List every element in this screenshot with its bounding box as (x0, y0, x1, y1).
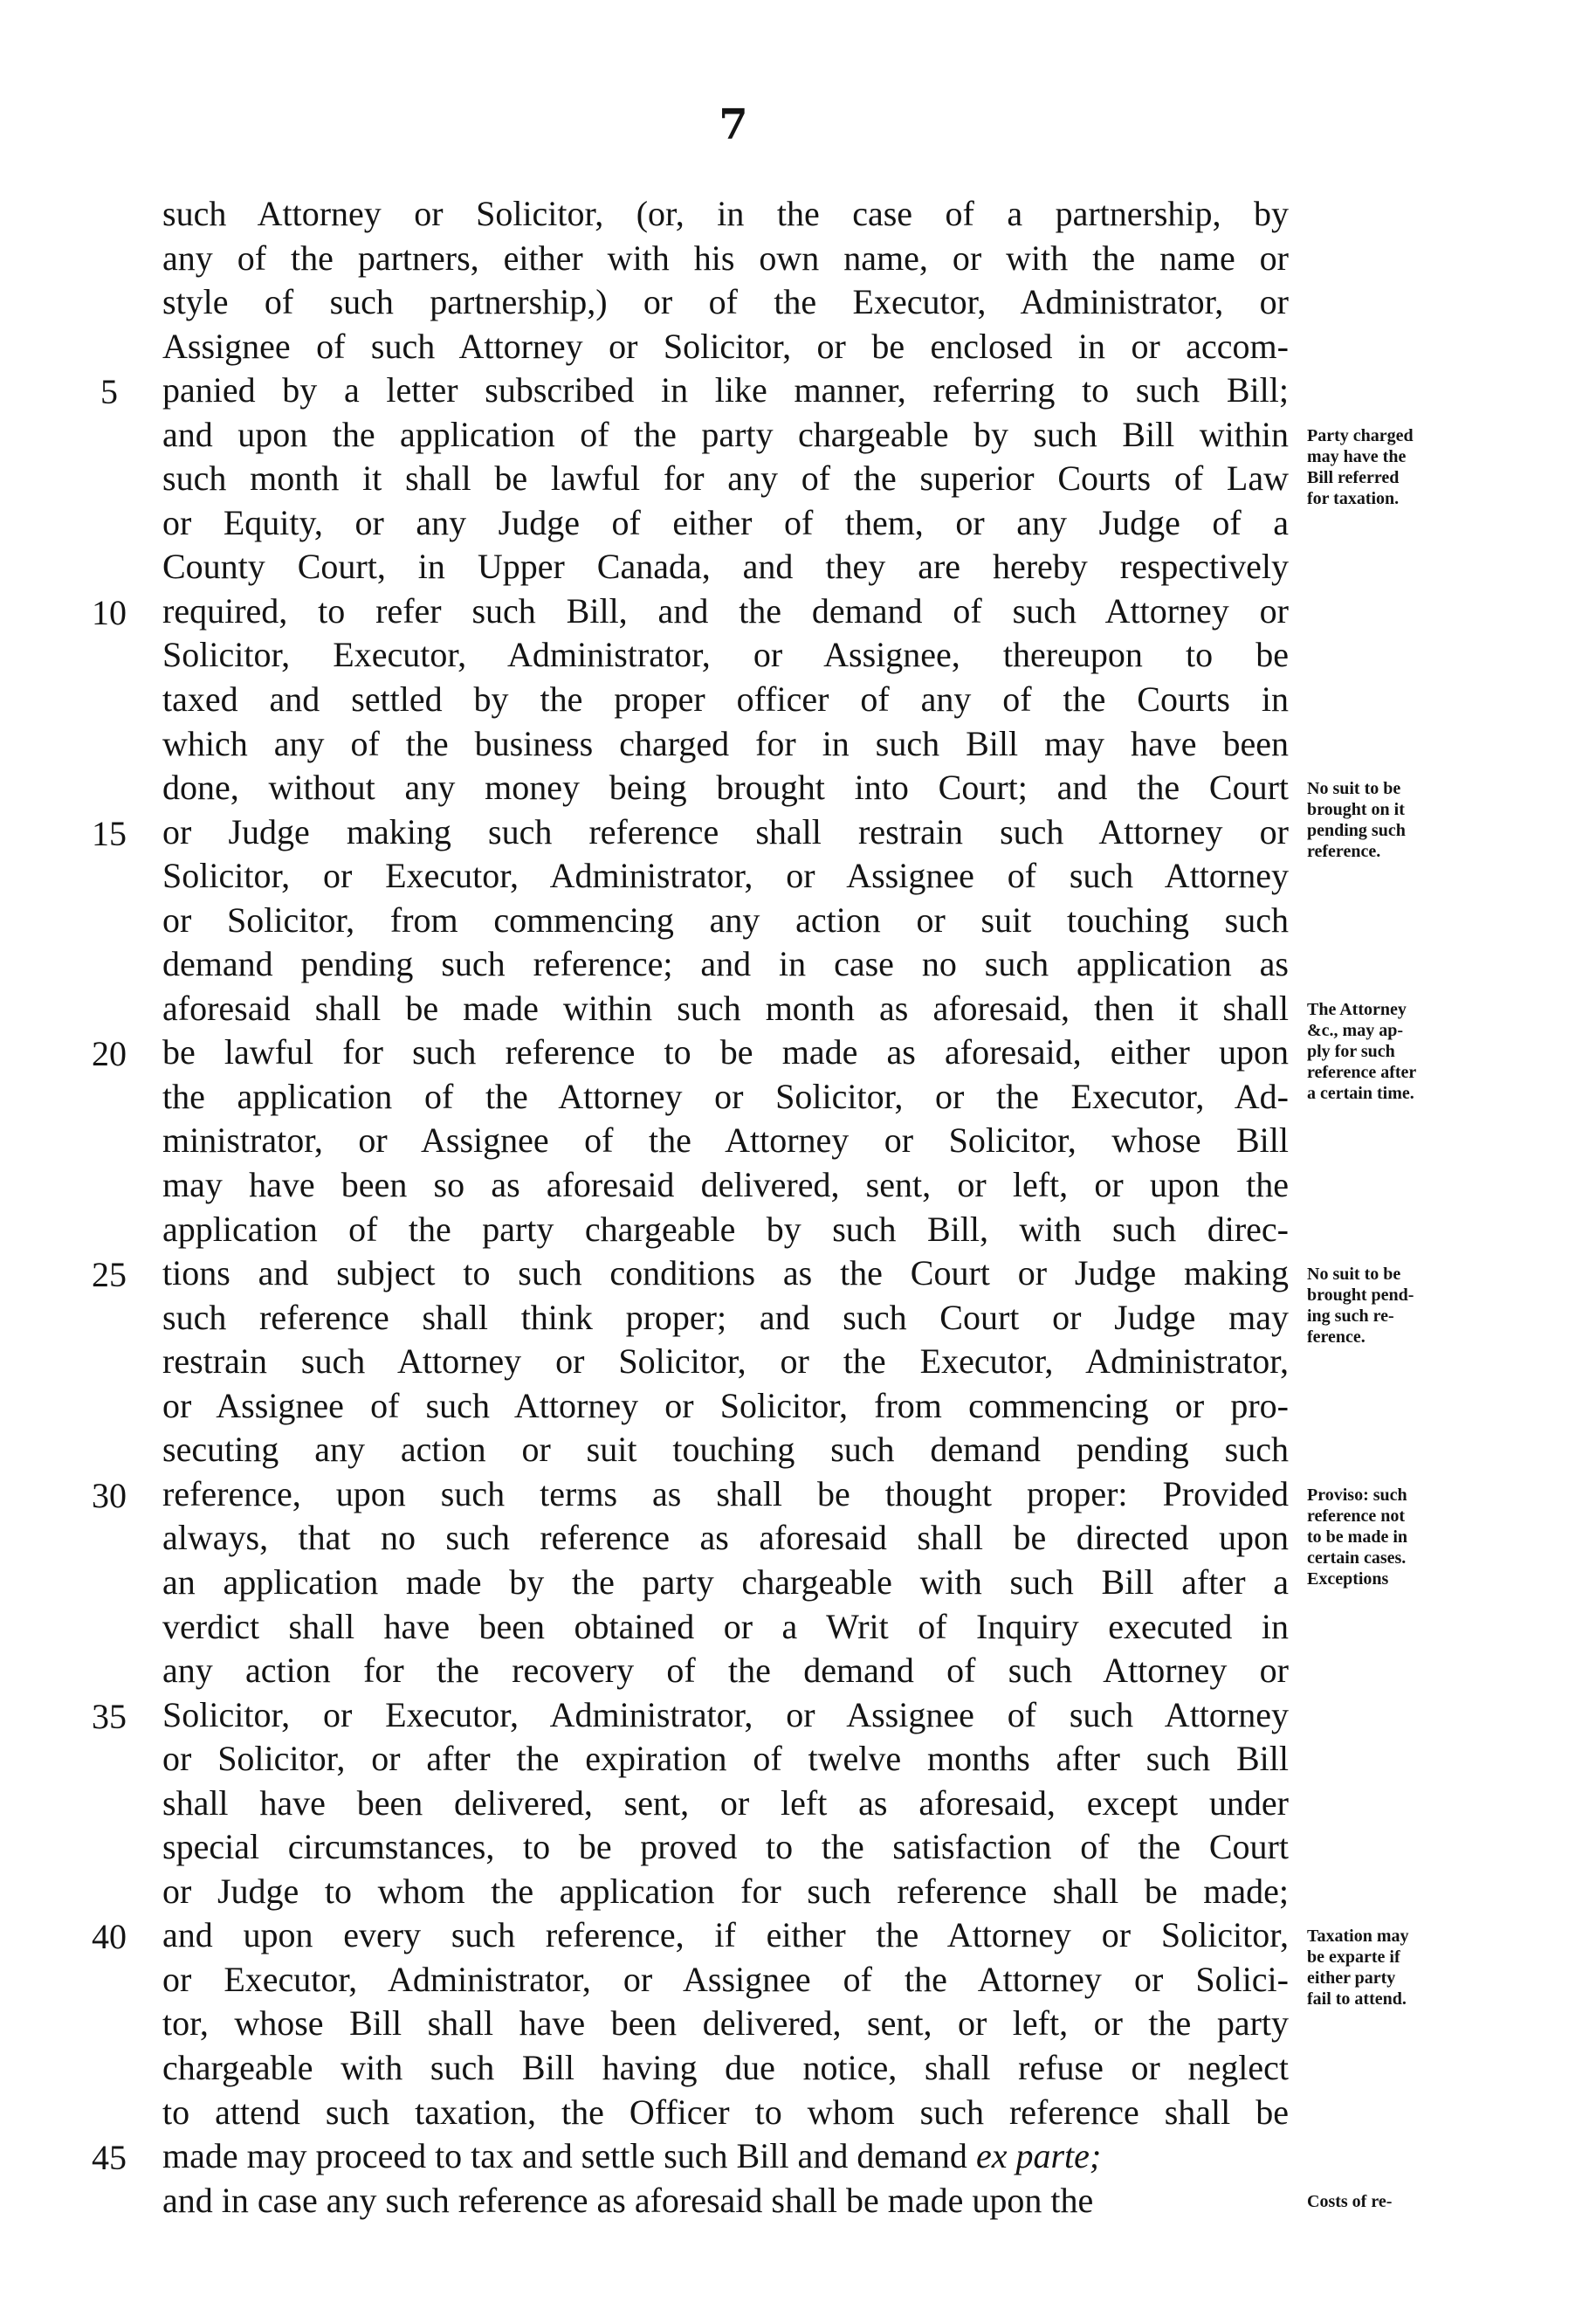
line-text (162, 1474, 1289, 1514)
line-text-content: to attend such taxation, the Officer to whom such reference shall be (162, 2092, 1289, 2132)
line-text-content: may have been so as aforesaid delivered, sent, or left, or upon the (162, 1165, 1289, 1205)
text-line (0, 2092, 1596, 2137)
line-text-content: any of the partners, either with his own name, or with the name or (162, 238, 1289, 278)
line-text-content: the application of the Attorney or Solicitor, or the Executor, Ad- (162, 1076, 1289, 1116)
line-text-content: always, that no such reference as aforesaid shall be directed upon (162, 1518, 1289, 1558)
line-text (162, 370, 1289, 410)
margin-note-line: Party charged (1307, 425, 1414, 445)
line-text-content: or Equity, or any Judge of either of them, or any Judge of a (162, 502, 1289, 542)
text-line (0, 1871, 1596, 1916)
line-text (162, 1341, 1289, 1382)
line-text-content: taxed and settled by the proper officer of any of the Courts in (162, 679, 1289, 720)
line-text-content: such reference shall think proper; and such Court or Judge may (162, 1297, 1289, 1337)
line-text-content: style of such partnership,) or of the Executor, Administrator, or (162, 282, 1289, 322)
line-text-content: or Solicitor, or after the expiration of twelve months after such Bill (162, 1739, 1289, 1779)
text-line (0, 327, 1596, 371)
line-text (162, 591, 1289, 631)
text-line (0, 856, 1596, 900)
line-text-content: or Solicitor, from commencing any action or suit touching such (162, 900, 1289, 940)
line-text-content: County Court, in Upper Canada, and they are hereby respectively (162, 547, 1289, 587)
line-text-content: such Attorney or Solicitor, (or, in the case of a partnership, by (162, 194, 1289, 233)
line-text (162, 238, 1289, 279)
line-text (162, 194, 1289, 234)
text-line (0, 1783, 1596, 1828)
margin-note-line: brought pend- (1307, 1286, 1414, 1306)
line-number: 10 (92, 592, 127, 632)
line-number: 25 (92, 1255, 127, 1295)
line-text (162, 1077, 1289, 1117)
margin-note-line: ply for such (1307, 1041, 1395, 1061)
text-line (0, 679, 1596, 724)
margin-note-line: pending such (1307, 821, 1406, 841)
margin-note-line: No suit to be (1307, 779, 1401, 799)
line-text-content: or Judge making such reference shall restrain such Attorney or (162, 811, 1289, 851)
line-text (162, 944, 1289, 984)
text-line (0, 635, 1596, 679)
line-text (162, 1518, 1289, 1558)
text-line (0, 2136, 1596, 2181)
margin-note-line: a certain time. (1307, 1083, 1414, 1103)
line-text (162, 724, 1289, 764)
margin-note-line: ing such re- (1307, 1306, 1394, 1327)
line-text (162, 1386, 1289, 1426)
line-text (162, 1827, 1289, 1867)
text-line (0, 547, 1596, 591)
text-line (0, 370, 1596, 415)
line-text-content: or Executor, Administrator, or Assignee of the Attorney or Solici- (162, 1959, 1289, 1999)
line-text (162, 1695, 1289, 1735)
line-text-content: application of the party chargeable by such Bill, with such direc- (162, 1209, 1289, 1249)
line-text (162, 1739, 1289, 1779)
margin-note-line: Proviso: such (1307, 1485, 1407, 1505)
line-number: 30 (92, 1475, 127, 1515)
line-number: 40 (92, 1917, 127, 1957)
line-text-content: and upon every such reference, if either the Attorney or Solicitor, (162, 1915, 1289, 1955)
text-line (0, 944, 1596, 989)
text-line (0, 1120, 1596, 1165)
margin-note-line: Taxation may (1307, 1927, 1409, 1947)
text-line (0, 1607, 1596, 1651)
line-text-content: secuting any action or suit touching such demand pending such (162, 1430, 1289, 1470)
line-text-content: which any of the business charged for in such Bill may have been (162, 723, 1289, 763)
line-text (162, 635, 1289, 675)
text-line (0, 591, 1596, 636)
margin-note (1307, 1264, 1490, 1348)
line-text (162, 2048, 1289, 2088)
margin-note (1307, 2191, 1490, 2212)
line-number: 45 (92, 2138, 127, 2178)
text-line (0, 1210, 1596, 1254)
margin-note-line: for taxation. (1307, 488, 1400, 508)
line-text (162, 856, 1289, 896)
line-text-content: chargeable with such Bill having due notice, shall refuse or neglect (162, 2047, 1289, 2087)
line-text-content: ministrator, or Assignee of the Attorney or Solicitor, whose Bill (162, 1120, 1289, 1161)
line-text-content: done, without any money being brought into Court; and the Court (162, 768, 1289, 808)
line-text-content: Assignee of such Attorney or Solicitor, or be enclosed in or accom- (162, 326, 1289, 366)
line-text (162, 415, 1289, 455)
margin-note-line: reference. (1307, 842, 1381, 862)
text-line (0, 2048, 1596, 2092)
line-text (162, 1253, 1289, 1293)
line-text (162, 1960, 1289, 2000)
text-line (0, 238, 1596, 283)
line-text (162, 458, 1289, 499)
margin-note-line: reference after (1307, 1062, 1417, 1082)
line-text (162, 989, 1289, 1029)
margin-note (1307, 999, 1490, 1104)
line-text-content: and upon the application of the party chargeable by such Bill within (162, 414, 1289, 454)
line-text (162, 1871, 1289, 1912)
line-text (162, 2181, 1289, 2221)
line-text-content: Solicitor, or Executor, Administrator, or Assignee of such Attorney (162, 856, 1289, 896)
margin-note-line: Costs of re- (1307, 2191, 1393, 2211)
line-number: 20 (92, 1034, 127, 1074)
text-line (0, 1341, 1596, 1386)
margin-note-line: Bill referred (1307, 467, 1400, 487)
line-text (162, 1032, 1289, 1072)
line-text (162, 812, 1289, 852)
text-line (0, 900, 1596, 945)
text-line (0, 282, 1596, 327)
margin-note-line: certain cases. (1307, 1548, 1407, 1568)
text-line (0, 1386, 1596, 1430)
line-text-content: be lawful for such reference to be made as aforesaid, either upon (162, 1032, 1289, 1072)
line-text (162, 2003, 1289, 2044)
text-line (0, 194, 1596, 238)
line-text (162, 2136, 1289, 2176)
italic-phrase: ex parte; (975, 2136, 1102, 2176)
line-text-content: special circumstances, to be proved to the satisfaction of the Court (162, 1827, 1289, 1867)
line-text-content: made may proceed to tax and settle such Bill and demand (162, 2136, 976, 2176)
line-text (162, 1165, 1289, 1205)
line-text-content: tions and subject to such conditions as the Court or Judge making (162, 1253, 1289, 1293)
text-line (0, 1827, 1596, 1871)
line-text (162, 679, 1289, 720)
line-text (162, 1915, 1289, 1955)
line-number: 15 (92, 813, 127, 853)
margin-note-line: either party (1307, 1968, 1396, 1989)
text-line (0, 1165, 1596, 1210)
line-text-content: tor, whose Bill shall have been delivered, sent, or left, or the party (162, 2003, 1289, 2044)
margin-note-line: fail to attend. (1307, 1989, 1407, 2009)
margin-note-line: Exceptions (1307, 1568, 1389, 1589)
margin-note (1307, 1485, 1490, 1589)
text-line (0, 1430, 1596, 1474)
line-text-content: aforesaid shall be made within such month as aforesaid, then it shall (162, 988, 1289, 1028)
margin-note-line: &c., may ap- (1307, 1020, 1403, 1040)
margin-note-line: brought on it (1307, 800, 1405, 820)
line-text (162, 1783, 1289, 1823)
line-text-content: verdict shall have been obtained or a Writ of Inquiry executed in (162, 1606, 1289, 1646)
margin-note-line: may have the (1307, 446, 1407, 466)
line-text (162, 1607, 1289, 1647)
text-line (0, 1695, 1596, 1740)
margin-note (1307, 1926, 1490, 2009)
line-text (162, 2092, 1289, 2133)
line-number: 5 (100, 372, 118, 412)
margin-note-line: reference not (1307, 1506, 1405, 1526)
line-text-content: and in case any such reference as aforesaid shall be made upon the (162, 2180, 1094, 2220)
line-text-content: any action for the recovery of the demand of such Attorney or (162, 1651, 1289, 1691)
line-text-content: such month it shall be lawful for any of the superior Courts of Law (162, 458, 1289, 499)
line-text-content: restrain such Attorney or Solicitor, or the Executor, Administrator, (162, 1341, 1289, 1382)
line-text-content: or Assignee of such Attorney or Solicitor, from commencing or pro- (162, 1385, 1289, 1425)
margin-note (1307, 425, 1490, 509)
line-text-content: Solicitor, or Executor, Administrator, or Assignee of such Attorney (162, 1694, 1289, 1734)
text-line (0, 503, 1596, 548)
line-text (162, 1562, 1289, 1603)
margin-note-line: to be made in (1307, 1527, 1407, 1547)
line-text-content: shall have been delivered, sent, or left as aforesaid, except under (162, 1782, 1289, 1823)
margin-note (1307, 778, 1490, 862)
line-text (162, 900, 1289, 941)
line-text (162, 1651, 1289, 1691)
line-text-content: an application made by the party chargeable with such Bill after a (162, 1561, 1289, 1602)
line-text (162, 327, 1289, 367)
text-line (0, 2003, 1596, 2048)
line-text (162, 768, 1289, 808)
line-text-content: or Judge to whom the application for such reference shall be made; (162, 1871, 1289, 1911)
margin-note-line: The Attorney (1307, 999, 1407, 1019)
line-text (162, 1430, 1289, 1470)
line-text-content: reference, upon such terms as shall be thought proper: Provided (162, 1473, 1289, 1513)
line-text (162, 1120, 1289, 1161)
line-text (162, 1298, 1289, 1338)
line-text (162, 282, 1289, 322)
line-text-content: demand pending such reference; and in case no such application as (162, 944, 1289, 984)
margin-note-line: be exparte if (1307, 1947, 1400, 1968)
text-line (0, 1651, 1596, 1695)
text-line (0, 724, 1596, 769)
line-text (162, 503, 1289, 543)
line-text-content: required, to refer such Bill, and the demand of such Attorney or (162, 590, 1289, 631)
line-text-content: Solicitor, Executor, Administrator, or Assignee, thereupon to be (162, 635, 1289, 675)
text-line (0, 1739, 1596, 1783)
margin-note-line: No suit to be (1307, 1265, 1401, 1285)
page-number: 7 (719, 100, 748, 149)
line-text (162, 547, 1289, 587)
line-number: 35 (92, 1696, 127, 1736)
line-text (162, 1210, 1289, 1250)
line-text-content: panied by a letter subscribed in like manner, referring to such Bill; (162, 370, 1289, 410)
margin-note-line: ference. (1307, 1327, 1366, 1348)
